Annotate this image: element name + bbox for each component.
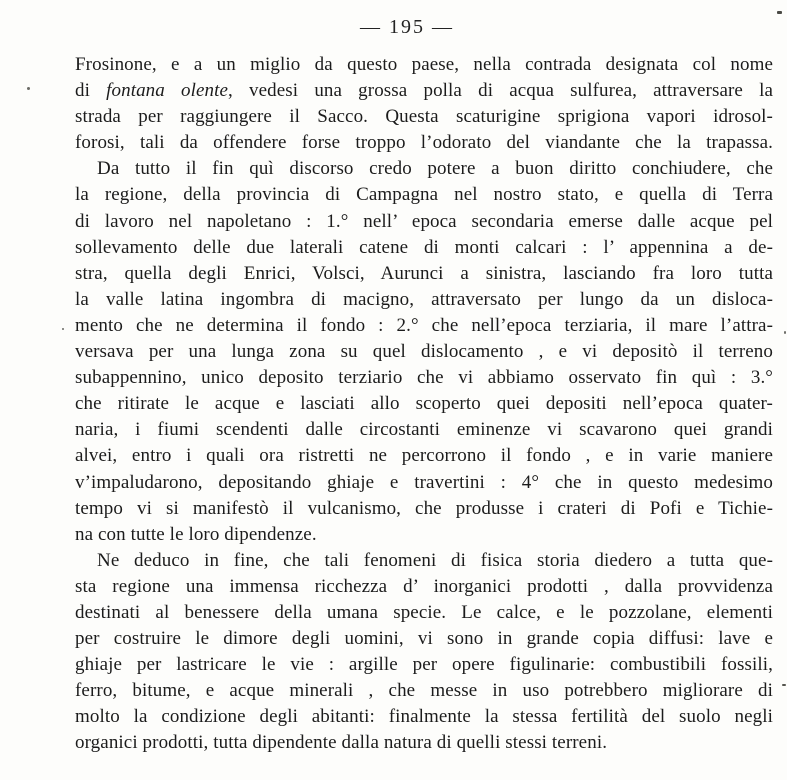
paragraph-2 (75, 156, 773, 547)
text-line: tempo vi si manifestò il vulcanismo, che produsse i crateri di Pofi e Tichie- (75, 497, 773, 519)
paragraph-3 (75, 548, 773, 757)
text-line: mento che ne determina il fondo : 2.° che nell’epoca terziaria, il mare l’attra- (75, 314, 773, 336)
text-line: ghiaje per lastricare le vie : argille per opere figulinarie: combustibili fossili, (75, 654, 773, 676)
text-line-with-italic (75, 78, 773, 104)
text-line: sollevamento delle due laterali catene di monti calcari : l’ appennina a de- (75, 236, 773, 258)
text-line: la valle latina ingombra di macigno, attraversato per lungo da un disloca- (75, 288, 773, 310)
text-line: ferro, bitume, e acque minerali , che messe in uso potrebbero migliorare di (75, 680, 773, 702)
text-line: Frosinone, e a un miglio da questo paese, nella contrada designata col nome (75, 54, 773, 75)
text-segment: di (75, 80, 107, 102)
text-segment: , vedesi una grossa polla di acqua sulfurea, attraversare la (228, 80, 773, 102)
text-block (75, 52, 773, 757)
text-line: v’impaludarono, depositando ghiaje e travertini : 4° che in questo medesimo (75, 471, 773, 493)
text-line: strada per raggiungere il Sacco. Questa scaturigine sprigiona vapori idrosol- (75, 106, 773, 128)
text-line: Da tutto il fin quì discorso credo potere a buon diritto conchiudere, che (97, 158, 773, 180)
text-line: destinati al benessere della umana specie. Le calce, e le pozzolane, elementi (75, 601, 773, 623)
scan-speck (777, 11, 782, 14)
scan-speck (62, 328, 64, 330)
text-line: stra, quella degli Enrici, Volsci, Aurunci a sinistra, lasciando fra loro tutta (75, 262, 773, 284)
text-line: molto la condizione degli abitanti: finalmente la stessa fertilità del suolo negli (75, 706, 773, 728)
scan-speck (27, 87, 30, 90)
paragraph-1 (75, 52, 773, 156)
scan-speck (782, 684, 786, 686)
text-line: naria, i fiumi scendenti dalle circostanti eminenze vi scavarono quei grandi (75, 419, 773, 441)
text-line: organici prodotti, tutta dipendente dalla natura di quelli stessi terreni. (75, 732, 608, 754)
text-line: forosi, tali da offendere forse troppo l’odorato del viandante che la trapassa. (75, 132, 773, 154)
text-line: di lavoro nel napoletano : 1.° nell’ epoca secondaria emerse dalle acque pel (75, 210, 773, 232)
text-line: sta regione una immensa ricchezza d’ inorganici prodotti , dalla provvidenza (75, 575, 773, 597)
scan-speck (784, 331, 786, 334)
text-line: na con tutte le loro dipendenze. (75, 523, 317, 545)
italic-phrase: fontana olente (106, 80, 229, 102)
text-line: che ritirate le acque e lasciati allo scoperto quei depositi nell’epoca quater- (75, 393, 773, 415)
text-line: subappennino, unico deposito terziario che vi abbiamo osservato fin quì : 3.° (75, 367, 773, 389)
page-number: — 195 — (360, 16, 454, 38)
text-line: versava per una lunga zona su quel dislocamento , e vi depositò il terreno (75, 341, 773, 363)
text-line: Ne deduco in fine, che tali fenomeni di fisica storia diedero a tutta que- (97, 549, 773, 571)
text-line: alvei, entro i quali ora ristretti ne percorrono il fondo , e in varie maniere (75, 445, 773, 467)
text-line: per costruire le dimore degli uomini, vi sono in grande copia diffusi: lave e (75, 628, 773, 650)
text-line: la regione, della provincia di Campagna nel nostro stato, e quella di Terra (75, 184, 773, 206)
